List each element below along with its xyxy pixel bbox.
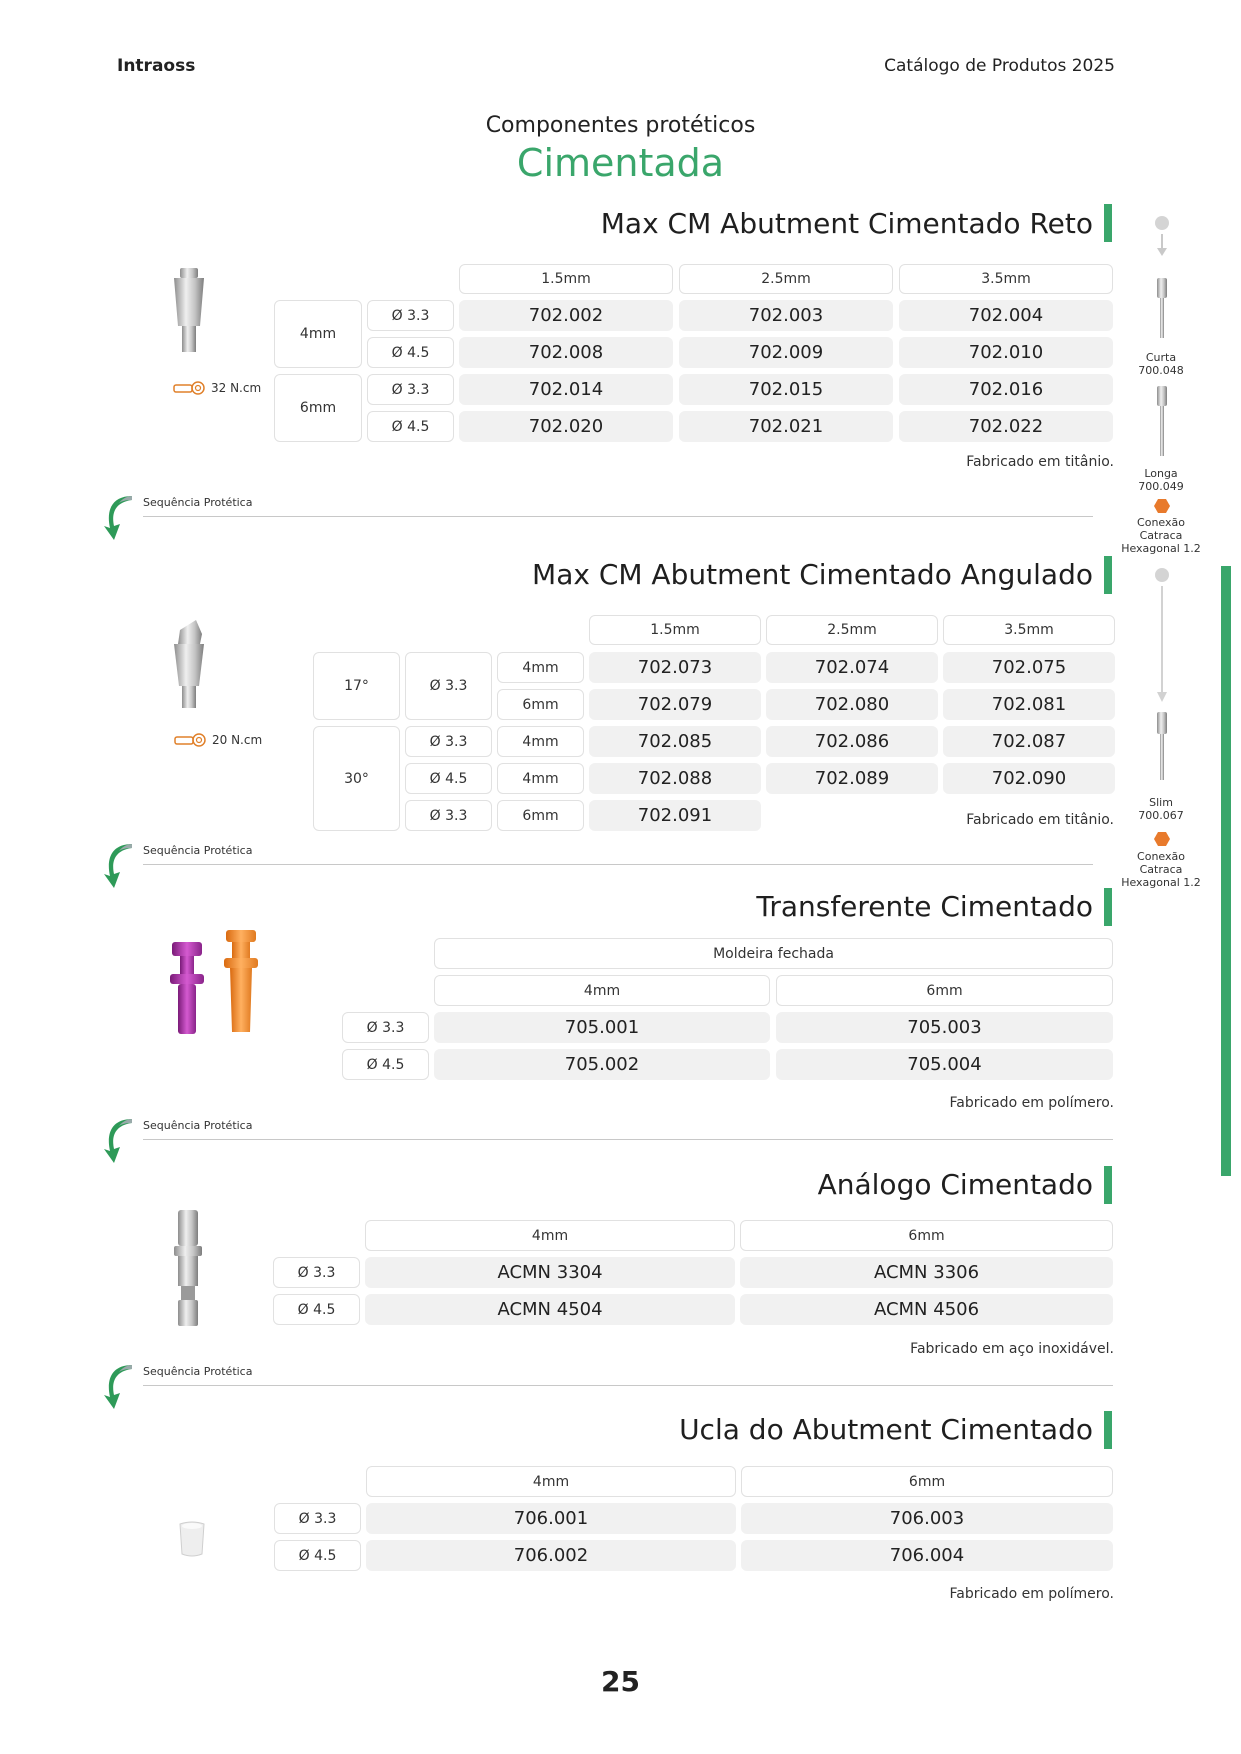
- col-header: 6mm: [776, 975, 1113, 1006]
- section-title-angulado: Max CM Abutment Cimentado Angulado: [532, 558, 1093, 591]
- diameter-cell: Ø 4.5: [274, 1540, 361, 1571]
- product-code: 702.003: [679, 300, 893, 331]
- section-divider: [143, 864, 1093, 865]
- title-accent-bar: [1104, 556, 1112, 594]
- slim-driver-name: Slim: [1149, 796, 1173, 809]
- height-cell: 6mm: [497, 689, 584, 720]
- sequence-arrow-icon[interactable]: [100, 1113, 134, 1165]
- page-number: 25: [601, 1665, 640, 1698]
- col-header: 3.5mm: [899, 264, 1113, 294]
- table-header-moldeira: Moldeira fechada: [434, 938, 1113, 969]
- wrench-icon: [173, 380, 207, 396]
- product-code: 706.002: [366, 1540, 736, 1571]
- angled-abutment-image: [166, 616, 212, 712]
- arrow-down-icon: [1156, 234, 1168, 258]
- hexagon-icon: [1154, 832, 1170, 846]
- product-code: 702.079: [589, 689, 761, 720]
- section-title-transferente: Transferente Cimentado: [756, 890, 1093, 923]
- long-driver-name: Longa: [1144, 467, 1178, 480]
- sequence-label: Sequência Protética: [143, 1119, 253, 1132]
- product-code: 702.021: [679, 411, 893, 442]
- product-code: 702.090: [943, 763, 1115, 794]
- sequence-arrow-icon[interactable]: [100, 838, 134, 890]
- product-code: 702.091: [589, 800, 761, 831]
- ucla-image: [176, 1520, 208, 1560]
- product-code: 705.002: [434, 1049, 770, 1080]
- product-code: 702.086: [766, 726, 938, 757]
- connection-label: Conexão Catraca Hexagonal 1.2: [1121, 516, 1201, 555]
- diameter-cell: Ø 3.3: [405, 800, 492, 831]
- title-accent-bar: [1104, 204, 1112, 242]
- diameter-cell: Ø 4.5: [273, 1294, 360, 1325]
- product-code: 702.073: [589, 652, 761, 683]
- wrench-icon: [174, 732, 208, 748]
- product-code: 702.022: [899, 411, 1113, 442]
- title-accent-bar: [1104, 888, 1112, 926]
- product-code: ACMN 4506: [740, 1294, 1113, 1325]
- section-divider: [143, 1385, 1113, 1386]
- catalog-title: Catálogo de Produtos 2025: [884, 56, 1115, 76]
- product-code: 702.089: [766, 763, 938, 794]
- sequence-label: Sequência Protética: [143, 844, 253, 857]
- arrow-down-icon: [1156, 586, 1168, 706]
- angle-cell: 30°: [313, 726, 400, 831]
- slim-driver-image: [1153, 712, 1171, 782]
- col-header: 2.5mm: [766, 615, 938, 645]
- product-code: 702.014: [459, 374, 673, 405]
- product-code: ACMN 3304: [365, 1257, 735, 1288]
- torque-indicator: [173, 380, 261, 396]
- title-accent-bar: [1104, 1166, 1112, 1204]
- product-code: 706.003: [741, 1503, 1113, 1534]
- section-title-reto: Max CM Abutment Cimentado Reto: [600, 207, 1093, 240]
- height-cell: 4mm: [497, 652, 584, 683]
- diameter-cell: Ø 4.5: [342, 1049, 429, 1080]
- height-cell: 4mm: [497, 763, 584, 794]
- diameter-cell: Ø 4.5: [367, 337, 454, 368]
- product-code: 702.085: [589, 726, 761, 757]
- col-header: 1.5mm: [589, 615, 761, 645]
- diameter-cell: Ø 3.3: [367, 374, 454, 405]
- height-group: 6mm: [274, 374, 362, 442]
- torque-value: 20 N.cm: [212, 733, 263, 747]
- product-code: 706.004: [741, 1540, 1113, 1571]
- side-accent-bar: [1221, 566, 1231, 1176]
- col-header: 4mm: [366, 1466, 736, 1497]
- height-group: 4mm: [274, 300, 362, 368]
- col-header: 1.5mm: [459, 264, 673, 294]
- col-header: 2.5mm: [679, 264, 893, 294]
- diameter-cell: Ø 3.3: [273, 1257, 360, 1288]
- torque-value: 32 N.cm: [211, 381, 262, 395]
- product-code: 702.010: [899, 337, 1113, 368]
- straight-abutment-image: [168, 266, 210, 358]
- product-code: 702.004: [899, 300, 1113, 331]
- slim-driver-label: [1116, 796, 1206, 822]
- col-header: 4mm: [365, 1220, 735, 1251]
- product-code: 705.001: [434, 1012, 770, 1043]
- diameter-cell: Ø 4.5: [367, 411, 454, 442]
- material-note: Fabricado em polímero.: [949, 1095, 1114, 1111]
- material-note: Fabricado em titânio.: [966, 454, 1114, 470]
- height-cell: 4mm: [497, 726, 584, 757]
- product-code: 705.003: [776, 1012, 1113, 1043]
- short-driver-label: [1116, 351, 1206, 377]
- category-heading: Cimentada: [516, 141, 725, 185]
- diameter-cell: Ø 3.3: [342, 1012, 429, 1043]
- long-driver-code: 700.049: [1138, 480, 1184, 493]
- slim-driver-code: 700.067: [1138, 809, 1184, 822]
- product-code: 705.004: [776, 1049, 1113, 1080]
- sequence-start-dot: [1155, 216, 1169, 230]
- product-code: 702.088: [589, 763, 761, 794]
- sequence-label: Sequência Protética: [143, 1365, 253, 1378]
- short-driver-image: [1153, 278, 1171, 340]
- product-code: 702.074: [766, 652, 938, 683]
- short-driver-code: 700.048: [1138, 364, 1184, 377]
- analog-image: [166, 1208, 210, 1332]
- sequence-arrow-icon[interactable]: [100, 490, 134, 542]
- product-code: ACMN 4504: [365, 1294, 735, 1325]
- section-divider: [143, 1139, 1113, 1140]
- product-code: 702.008: [459, 337, 673, 368]
- diameter-cell: Ø 4.5: [405, 763, 492, 794]
- sequence-label: Sequência Protética: [143, 496, 253, 509]
- page-subtitle: Componentes protéticos: [485, 113, 756, 138]
- connection-label: Conexão Catraca Hexagonal 1.2: [1121, 850, 1201, 889]
- title-accent-bar: [1104, 1411, 1112, 1449]
- transfer-components-image: [160, 928, 270, 1048]
- torque-indicator: [174, 732, 262, 748]
- product-code: 702.075: [943, 652, 1115, 683]
- product-code: 702.002: [459, 300, 673, 331]
- material-note: Fabricado em polímero.: [949, 1586, 1114, 1602]
- col-header: 6mm: [740, 1220, 1113, 1251]
- product-code: 706.001: [366, 1503, 736, 1534]
- diameter-cell: Ø 3.3: [274, 1503, 361, 1534]
- product-code: 702.015: [679, 374, 893, 405]
- product-code: 702.081: [943, 689, 1115, 720]
- product-code: 702.016: [899, 374, 1113, 405]
- brand-name: Intraoss: [117, 56, 196, 76]
- angle-cell: 17°: [313, 652, 400, 720]
- col-header: 3.5mm: [943, 615, 1115, 645]
- diameter-cell: Ø 3.3: [405, 726, 492, 757]
- long-driver-image: [1153, 386, 1171, 458]
- product-code: ACMN 3306: [740, 1257, 1113, 1288]
- long-driver-label: [1116, 467, 1206, 493]
- section-title-analogo: Análogo Cimentado: [817, 1168, 1093, 1201]
- section-title-ucla: Ucla do Abutment Cimentado: [679, 1413, 1093, 1446]
- height-cell: 6mm: [497, 800, 584, 831]
- product-code: 702.080: [766, 689, 938, 720]
- sequence-start-dot: [1155, 568, 1169, 582]
- material-note: Fabricado em titânio.: [966, 812, 1114, 828]
- product-code: 702.020: [459, 411, 673, 442]
- sequence-arrow-icon[interactable]: [100, 1359, 134, 1411]
- diameter-cell: Ø 3.3: [367, 300, 454, 331]
- short-driver-name: Curta: [1145, 351, 1177, 364]
- diameter-cell: Ø 3.3: [405, 652, 492, 720]
- product-code: 702.009: [679, 337, 893, 368]
- col-header: 4mm: [434, 975, 770, 1006]
- col-header: 6mm: [741, 1466, 1113, 1497]
- hexagon-icon: [1154, 499, 1170, 513]
- section-divider: [143, 516, 1093, 517]
- material-note: Fabricado em aço inoxidável.: [910, 1341, 1114, 1357]
- product-code: 702.087: [943, 726, 1115, 757]
